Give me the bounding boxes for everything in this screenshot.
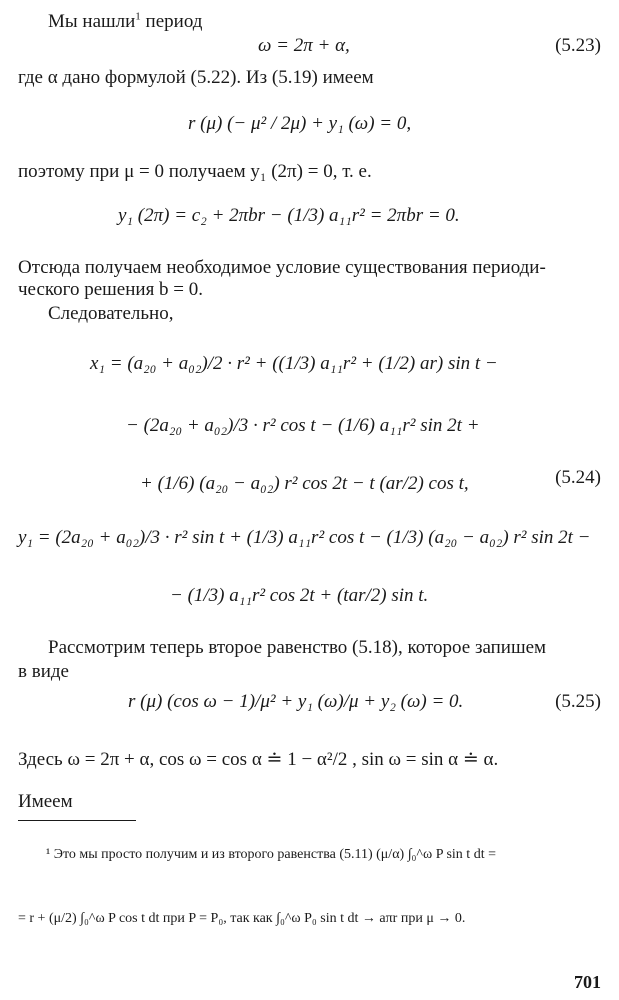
text-line-7: Рассмотрим теперь второе равенство (5.18), которое запишем: [48, 637, 547, 658]
page-number: 701: [574, 972, 601, 992]
equation-5-24-line-4: y₁ = (2a₂₀ + a₀₂)/3 · r² sin t + (1/3) a₁₁r² cos t − (1/3) (a₂₀ − a₀₂) r² sin 2t −: [18, 527, 591, 548]
text-line-3: поэтому при μ = 0 получаем y₁ (2π) = 0, т. е.: [18, 161, 372, 182]
text-line-5: ческого решения b = 0.: [18, 279, 204, 300]
text-line-4: Отсюда получаем необходимое условие существования периоди-: [18, 257, 546, 278]
equation-5-24-line-2: − (2a₂₀ + a₀₂)/3 · r² cos t − (1/6) a₁₁r² sin 2t +: [126, 415, 480, 436]
equation-number-5-23: (5.23): [555, 35, 601, 56]
text-line-2: где α дано формулой (5.22). Из (5.19) имеем: [18, 67, 374, 88]
equation-5-23: ω = 2π + α,: [258, 35, 350, 56]
footnote-divider: [18, 820, 136, 821]
equation-number-5-25: (5.25): [555, 691, 601, 712]
footnote-line-2: = r + (μ/2) ∫₀^ω P cos t dt при P = P₀, так как ∫₀^ω P₀ sin t dt → aπr при μ → 0.: [18, 911, 466, 926]
text-line-1: Мы нашли$^1$ период: [48, 10, 203, 32]
equation-5-24-line-5: − (1/3) a₁₁r² cos 2t + (tar/2) sin t.: [170, 585, 429, 606]
text-line-9: Здесь ω = 2π + α, cos ω = cos α ≐ 1 − α²/2 , sin ω = sin α ≐ α.: [18, 749, 499, 770]
equation-5-24-line-3: + (1/6) (a₂₀ − a₀₂) r² cos 2t − t (ar/2) cos t,: [140, 473, 469, 494]
text-line-6: Следовательно,: [48, 303, 174, 324]
equation-5-25: r (μ) (cos ω − 1)/μ² + y₁ (ω)/μ + y₂ (ω) = 0.: [128, 691, 464, 712]
footnote-line-1: ¹ Это мы просто получим и из второго равенства (5.11) (μ/α) ∫₀^ω P sin t dt =: [46, 847, 496, 862]
text-line-10: Имеем: [18, 791, 73, 812]
equation-b: y₁ (2π) = c₂ + 2πbr − (1/3) a₁₁r² = 2πbr = 0.: [118, 205, 460, 226]
equation-a: r (μ) (− μ² / 2μ) + y₁ (ω) = 0,: [188, 113, 412, 134]
equation-number-5-24: (5.24): [555, 467, 601, 488]
equation-5-24-line-1: x₁ = (a₂₀ + a₀₂)/2 · r² + ((1/3) a₁₁r² + (1/2) ar) sin t −: [90, 353, 498, 374]
text-line-8: в виде: [18, 661, 69, 682]
